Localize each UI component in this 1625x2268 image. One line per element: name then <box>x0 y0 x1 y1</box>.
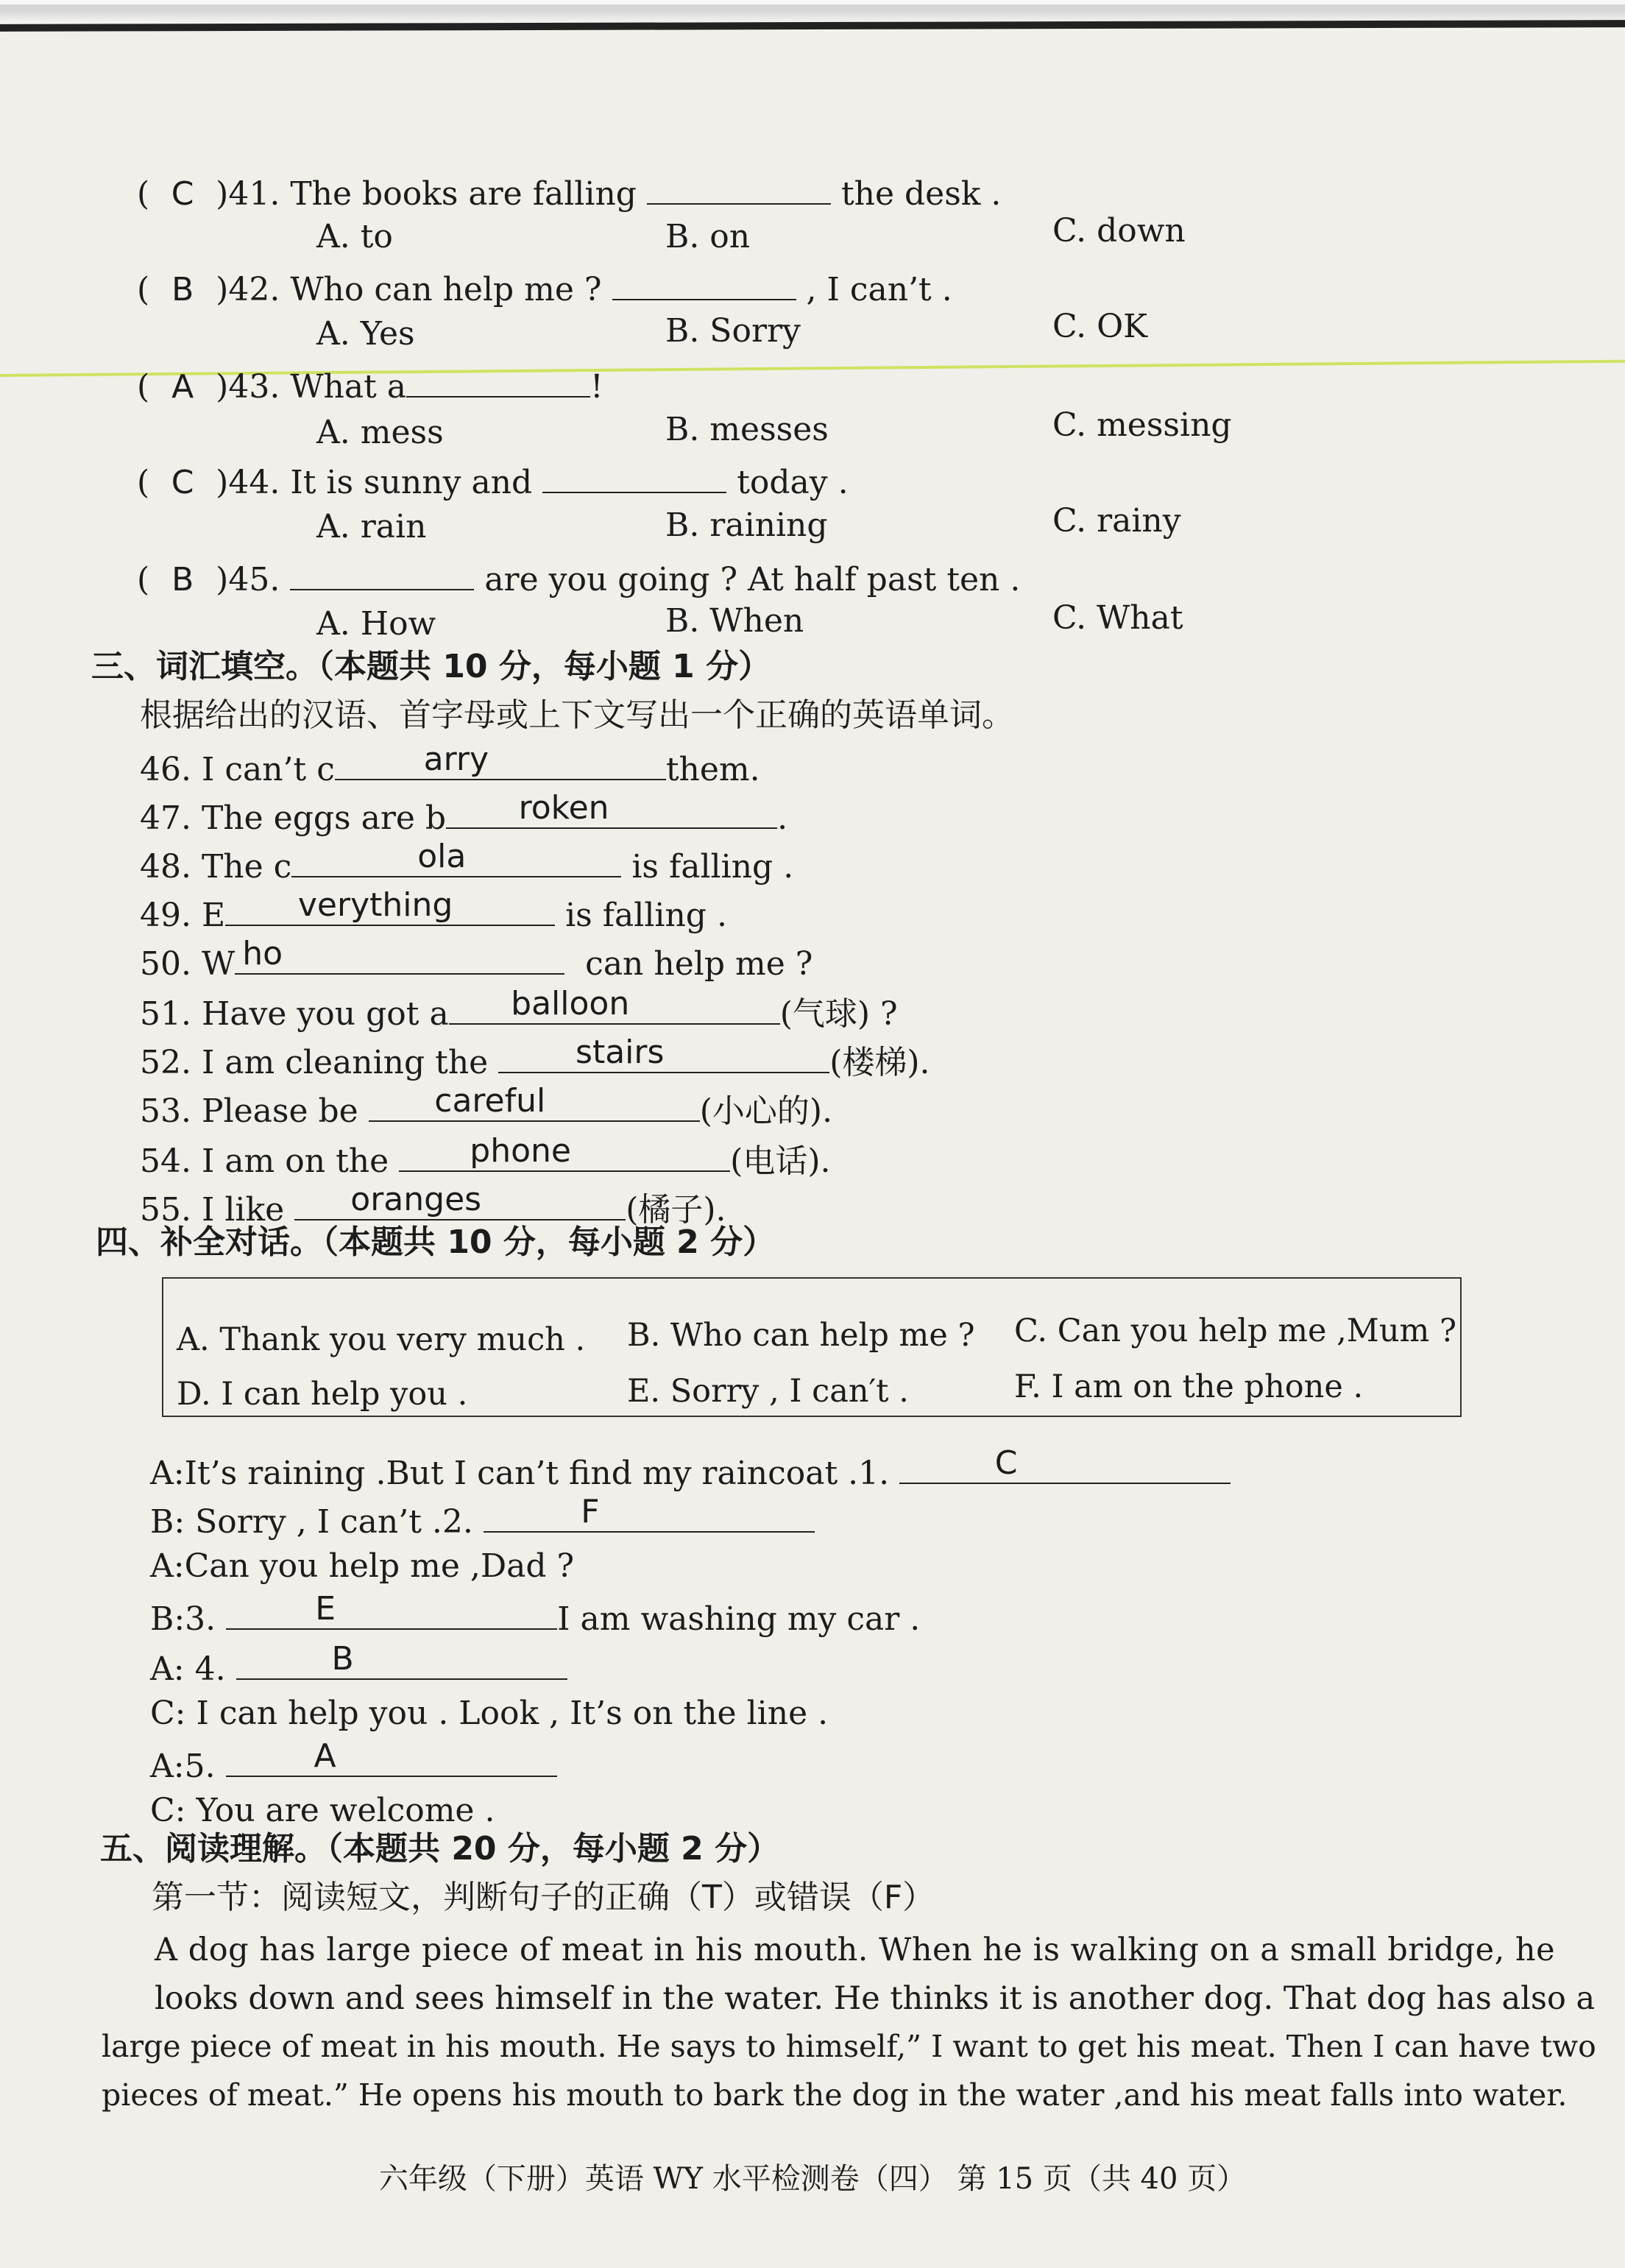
section-3-instruction: 根据给出的汉语、首字母或上下文写出一个正确的英语单词。 <box>140 696 1014 734</box>
passage-line: A dog has large piece of meat in his mouth. When he is walking on a small bridge, he <box>155 1932 1556 1968</box>
filled-word: ola <box>417 838 467 875</box>
scan-top-edge <box>0 0 1625 31</box>
option-43-c: C. messing <box>1052 406 1232 444</box>
dialogue-answer: A <box>314 1737 336 1775</box>
blank-41 <box>647 174 831 205</box>
option-45-a: A. How <box>316 605 436 643</box>
option-42-c: C. OK <box>1052 308 1148 345</box>
vocab-item-52: 52. I am cleaning the stairs (楼梯). <box>140 1034 930 1081</box>
filled-word: roken <box>518 789 609 827</box>
option-44-a: A. rain <box>316 508 427 545</box>
vocab-item-46: 46. I can’t c arry them. <box>140 741 760 788</box>
dialogue-line-4: B:3. E I am washing my car . <box>150 1590 921 1638</box>
dialogue-options-box <box>162 1277 1462 1417</box>
answer-45: B <box>171 561 194 598</box>
filled-word: arry <box>423 741 489 778</box>
vocab-item-50: 50. W ho can help me ? <box>140 935 813 983</box>
filled-word: oranges <box>350 1181 482 1218</box>
question-44: ( C )44. It is sunny and today . <box>137 464 849 501</box>
filled-word: balloon <box>511 985 630 1022</box>
filled-word: careful <box>434 1082 546 1120</box>
option-45-b: B. When <box>665 602 804 640</box>
question-45: ( B )45. are you going ? At half past ten . <box>137 561 1021 598</box>
section-4-heading: 四、补全对话。（本题共 10 分，每小题 2 分） <box>96 1223 776 1261</box>
vocab-item-47: 47. The eggs are b roken . <box>140 789 788 837</box>
dialogue-line-5: A: 4. B <box>150 1649 567 1686</box>
vocab-item-55: 55. I like oranges (橘子). <box>140 1181 726 1229</box>
question-42: ( B )42. Who can help me ? , I can’t . <box>137 271 952 308</box>
filled-word: ho <box>242 935 283 972</box>
section-5-subheading: 第一节：阅读短文，判断句子的正确（T）或错误（F） <box>152 1879 935 1916</box>
vocab-item-54: 54. I am on the phone (电话). <box>140 1132 831 1180</box>
option-42-b: B. Sorry <box>665 312 801 350</box>
dialogue-option-f: F. I am on the phone . <box>1014 1368 1364 1405</box>
page-footer: 六年级（下册）英语 WY 水平检测卷（四） 第 15 页（共 40 页） <box>378 2162 1247 2196</box>
dialogue-answer: E <box>315 1590 336 1628</box>
dialogue-line-2: B: Sorry , I can’t .2. F <box>150 1502 815 1539</box>
option-45-c: C. What <box>1052 599 1183 637</box>
filled-word: verything <box>297 886 453 924</box>
dialogue-answer: F <box>581 1493 600 1530</box>
filled-word: phone <box>470 1132 571 1170</box>
dialogue-line-3: A:Can you help me ,Dad ? <box>150 1547 575 1585</box>
question-41: ( C )41. The books are falling the desk . <box>137 175 1002 213</box>
dialogue-option-d: D. I can help you . <box>177 1376 468 1413</box>
dialogue-answer: B <box>331 1640 354 1678</box>
option-44-b: B. raining <box>665 506 828 544</box>
dialogue-option-c: C. Can you help me ,Mum ? <box>1014 1313 1457 1349</box>
dialogue-line-7: A:5. A <box>150 1746 557 1783</box>
vocab-item-49: 49. E verything is falling . <box>140 886 727 934</box>
dialogue-option-a: A. Thank you very much . <box>177 1321 586 1358</box>
dialogue-option-e: E. Sorry , I can′t . <box>627 1373 909 1410</box>
option-43-a: A. mess <box>316 414 444 451</box>
vocab-item-53: 53. Please be careful (小心的). <box>140 1082 833 1130</box>
section-5-heading: 五、阅读理解。（本题共 20 分，每小题 2 分） <box>100 1830 780 1868</box>
option-41-a: A. to <box>316 218 393 255</box>
passage-line: looks down and sees himself in the water. He thinks it is another dog. That dog has also a <box>155 1980 1596 2017</box>
blank-43 <box>406 367 590 398</box>
answer-42: B <box>171 271 194 308</box>
blank-42 <box>612 269 796 300</box>
option-42-a: A. Yes <box>316 315 415 353</box>
section-3-heading: 三、词汇填空。（本题共 10 分，每小题 1 分） <box>91 648 771 685</box>
passage-line: pieces of meat.” He opens his mouth to bark the dog in the water ,and his meat falls into water. <box>102 2077 1568 2113</box>
option-44-c: C. rainy <box>1052 502 1181 540</box>
option-43-b: B. messes <box>665 411 829 448</box>
vocab-item-51: 51. Have you got a balloon (气球) ? <box>140 985 898 1033</box>
answer-44: C <box>171 464 194 501</box>
answer-43: A <box>171 368 194 406</box>
blank-44 <box>542 462 726 493</box>
option-41-b: B. on <box>665 218 751 255</box>
dialogue-line-6: C: I can help you . Look , It’s on the line . <box>150 1695 829 1732</box>
vocab-item-48: 48. The c ola is falling . <box>140 838 794 886</box>
blank-45 <box>290 559 474 590</box>
dialogue-line-8: C: You are welcome . <box>150 1792 495 1829</box>
question-43: ( A )43. What a ! <box>137 368 603 406</box>
passage-line: large piece of meat in his mouth. He says to himself,” I want to get his meat. Then I can have two <box>102 2029 1596 2064</box>
dialogue-option-b: B. Who can help me ? <box>627 1317 975 1354</box>
option-41-c: C. down <box>1052 212 1186 250</box>
dialogue-line-1: A:It’s raining .But I can’t find my raincoat .1. C <box>150 1453 1231 1490</box>
dialogue-answer: C <box>994 1444 1018 1482</box>
filled-word: stairs <box>576 1034 665 1071</box>
answer-41: C <box>171 175 194 213</box>
